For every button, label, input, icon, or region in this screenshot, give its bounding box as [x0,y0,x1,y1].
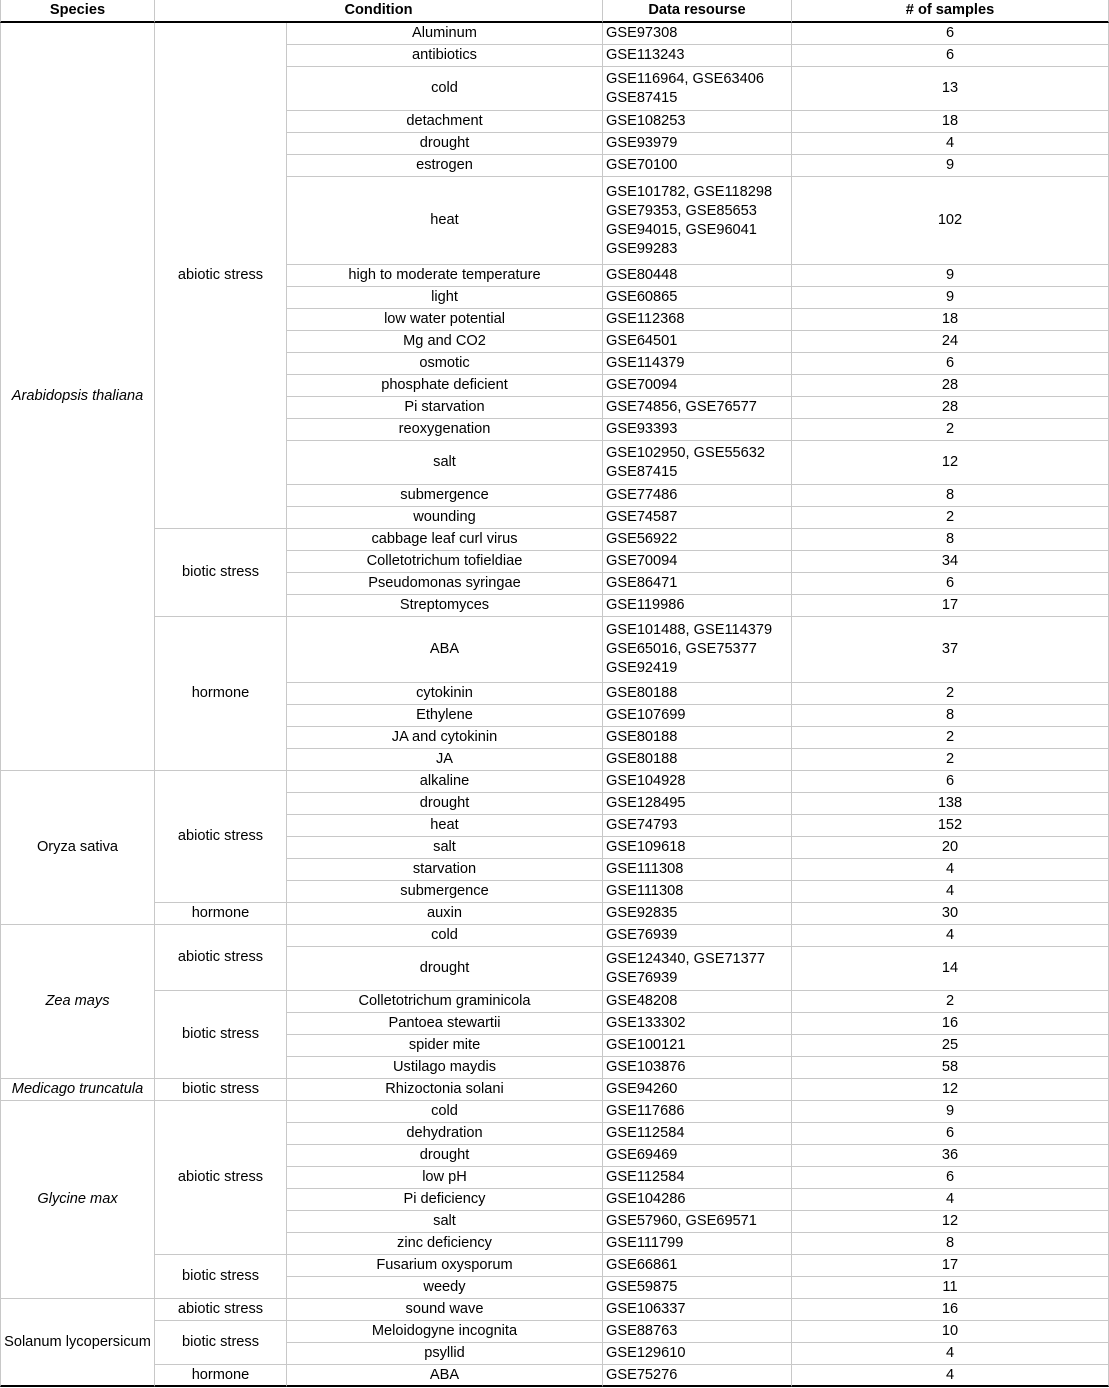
condition-cell: low pH [287,1167,603,1189]
condition-cell: detachment [287,111,603,133]
sample-count-cell: 6 [792,771,1109,793]
accession-line: GSE113243 [606,47,685,63]
accession-line: GSE103876 [606,1059,686,1075]
accession-line: GSE94015, GSE96041 [606,221,757,238]
sample-count-cell: 30 [792,903,1109,925]
sample-count-cell: 18 [792,309,1109,331]
condition-cell: Colletotrichum tofieldiae [287,551,603,573]
accession-line: GSE65016, GSE75377 [606,641,757,657]
sample-count-cell: 2 [792,991,1109,1013]
condition-cell: salt [287,441,603,485]
sample-count-cell: 12 [792,1211,1109,1233]
accession-line: GSE106337 [606,1301,686,1317]
condition-cell: light [287,287,603,309]
condition-cell: heat [287,177,603,265]
condition-cell: osmotic [287,353,603,375]
condition-cell: antibiotics [287,45,603,67]
sample-count-cell: 6 [792,23,1109,45]
accession-line: GSE112584 [606,1125,685,1141]
condition-cell: Fusarium oxysporum [287,1255,603,1277]
data-resource-cell [603,133,792,155]
category-cell: hormone [155,617,287,771]
species-cell: Oryza sativa [0,771,155,925]
data-resource-cell [603,111,792,133]
sample-count-cell: 24 [792,331,1109,353]
condition-cell: cabbage leaf curl virus [287,529,603,551]
accession-line: GSE69469 [606,1147,678,1163]
sample-count-cell: 37 [792,617,1109,683]
condition-cell: Ethylene [287,705,603,727]
accession-line: GSE101782, GSE118298 [606,183,773,200]
sample-count-cell: 2 [792,749,1109,771]
header-condition: Condition [155,0,603,23]
accession-line: GSE92419 [606,660,678,676]
accession-line: GSE92835 [606,905,678,921]
data-resource-cell [603,529,792,551]
data-resource-cell [603,23,792,45]
sample-count-cell: 152 [792,815,1109,837]
accession-line: GSE76939 [606,927,678,943]
sample-count-cell: 6 [792,1123,1109,1145]
condition-cell: ABA [287,617,603,683]
condition-cell: starvation [287,859,603,881]
data-resource-cell [603,749,792,771]
condition-cell: Colletotrichum graminicola [287,991,603,1013]
accession-line: GSE70100 [606,157,678,173]
data-resource-cell [603,617,792,683]
condition-cell: heat [287,815,603,837]
condition-cell: spider mite [287,1035,603,1057]
accession-line: GSE80188 [606,685,678,701]
data-resource-cell [603,397,792,419]
data-resource-cell [603,1101,792,1123]
condition-cell: high to moderate temperature [287,265,603,287]
category-cell: abiotic stress [155,1101,287,1255]
data-resource-cell [603,1167,792,1189]
sample-count-cell: 8 [792,485,1109,507]
condition-cell: JA and cytokinin [287,727,603,749]
sample-count-cell: 138 [792,793,1109,815]
accession-line: GSE128495 [606,795,686,811]
accession-line: GSE74856, GSE76577 [606,399,757,415]
accession-line: GSE74793 [606,817,678,833]
data-resource-cell [603,507,792,529]
accession-line: GSE111308 [606,861,684,877]
accession-line: GSE59875 [606,1279,678,1295]
sample-count-cell: 16 [792,1299,1109,1321]
sample-count-cell: 25 [792,1035,1109,1057]
data-resource-cell [603,1299,792,1321]
accession-line: GSE97308 [606,25,678,41]
species-cell: Solanum lycopersicum [0,1299,155,1387]
sample-count-cell: 28 [792,375,1109,397]
accession-line: GSE99283 [606,240,678,257]
condition-cell: cold [287,925,603,947]
data-resource-cell [603,1255,792,1277]
accession-line: GSE101488, GSE114379 [606,622,773,638]
sample-count-cell: 14 [792,947,1109,991]
category-cell: abiotic stress [155,1299,287,1321]
accession-line: GSE88763 [606,1323,678,1339]
accession-line: GSE70094 [606,553,678,569]
accession-line: GSE56922 [606,531,678,547]
category-cell: hormone [155,1365,287,1387]
condition-cell: sound wave [287,1299,603,1321]
condition-cell: ABA [287,1365,603,1387]
data-resource-cell [603,881,792,903]
condition-cell: cold [287,67,603,111]
sample-count-cell: 34 [792,551,1109,573]
sample-count-cell: 17 [792,1255,1109,1277]
condition-cell: Streptomyces [287,595,603,617]
condition-cell: submergence [287,485,603,507]
sample-count-cell: 8 [792,529,1109,551]
data-resource-cell [603,1189,792,1211]
data-resource-cell [603,331,792,353]
condition-cell: drought [287,793,603,815]
sample-count-cell: 18 [792,111,1109,133]
accession-line: GSE80448 [606,267,678,283]
accession-line: GSE87415 [606,463,678,480]
sample-count-cell: 12 [792,1079,1109,1101]
data-resource-cell [603,947,792,991]
sample-count-cell: 58 [792,1057,1109,1079]
sample-count-cell: 102 [792,177,1109,265]
category-cell: abiotic stress [155,925,287,991]
data-resource-cell [603,375,792,397]
condition-cell: salt [287,1211,603,1233]
sample-count-cell: 2 [792,419,1109,441]
accession-line: GSE112584 [606,1169,685,1185]
data-resource-cell [603,287,792,309]
condition-cell: Pi deficiency [287,1189,603,1211]
sample-count-cell: 4 [792,1189,1109,1211]
condition-cell: low water potential [287,309,603,331]
condition-cell: Aluminum [287,23,603,45]
condition-cell: JA [287,749,603,771]
data-resource-cell [603,265,792,287]
condition-cell: dehydration [287,1123,603,1145]
sample-count-cell: 2 [792,727,1109,749]
accession-line: GSE60865 [606,289,678,305]
data-resource-cell [603,1233,792,1255]
data-resource-cell [603,1057,792,1079]
sample-count-cell: 6 [792,353,1109,375]
condition-cell: alkaline [287,771,603,793]
header-data-resource: Data resourse [603,0,792,23]
data-resource-cell [603,1211,792,1233]
sample-count-cell: 28 [792,397,1109,419]
condition-cell: Rhizoctonia solani [287,1079,603,1101]
condition-cell: Pseudomonas syringae [287,573,603,595]
data-resource-cell [603,793,792,815]
data-resource-cell [603,1365,792,1387]
condition-cell: Pantoea stewartii [287,1013,603,1035]
accession-line: GSE77486 [606,487,678,503]
sample-count-cell: 12 [792,441,1109,485]
sample-count-cell: 9 [792,287,1109,309]
accession-line: GSE74587 [606,509,678,525]
sample-count-cell: 9 [792,155,1109,177]
data-resource-cell [603,45,792,67]
accession-line: GSE124340, GSE71377 [606,950,766,967]
sample-count-cell: 4 [792,1365,1109,1387]
sample-count-cell: 4 [792,1343,1109,1365]
accession-line: GSE111308 [606,883,684,899]
sample-count-cell: 6 [792,45,1109,67]
category-cell: biotic stress [155,1079,287,1101]
condition-cell: phosphate deficient [287,375,603,397]
condition-cell: drought [287,947,603,991]
condition-cell: Mg and CO2 [287,331,603,353]
accession-line: GSE109618 [606,839,686,855]
accession-line: GSE79353, GSE85653 [606,202,757,219]
condition-cell: Pi starvation [287,397,603,419]
data-resource-cell [603,67,792,111]
species-cell: Medicago truncatula [0,1079,155,1101]
sample-count-cell: 11 [792,1277,1109,1299]
sample-count-cell: 20 [792,837,1109,859]
sample-count-cell: 10 [792,1321,1109,1343]
category-cell: biotic stress [155,1255,287,1299]
condition-cell: salt [287,837,603,859]
data-resource-cell [603,485,792,507]
data-resource-cell [603,309,792,331]
data-resource-cell [603,353,792,375]
category-cell: abiotic stress [155,771,287,903]
condition-cell: drought [287,1145,603,1167]
accession-line: GSE108253 [606,113,686,129]
data-resource-cell [603,595,792,617]
species-cell: Arabidopsis thaliana [0,23,155,771]
accession-line: GSE104286 [606,1191,686,1207]
category-cell: biotic stress [155,991,287,1079]
accession-line: GSE119986 [606,597,685,613]
sample-count-cell: 4 [792,881,1109,903]
accession-line: GSE116964, GSE63406 [606,70,764,87]
data-resource-cell [603,1343,792,1365]
condition-cell: drought [287,133,603,155]
data-resource-cell [603,859,792,881]
data-resource-cell [603,925,792,947]
data-resource-cell [603,1123,792,1145]
accession-line: GSE87415 [606,89,678,106]
accession-line: GSE111799 [606,1235,684,1251]
sample-count-cell: 9 [792,265,1109,287]
sample-count-cell: 16 [792,1013,1109,1035]
sample-count-cell: 13 [792,67,1109,111]
data-resource-cell [603,419,792,441]
accession-line: GSE129610 [606,1345,686,1361]
sample-count-cell: 17 [792,595,1109,617]
condition-cell: cold [287,1101,603,1123]
data-resource-cell [603,1321,792,1343]
condition-cell: wounding [287,507,603,529]
data-resource-cell [603,1079,792,1101]
accession-line: GSE80188 [606,751,678,767]
accession-line: GSE133302 [606,1015,686,1031]
accession-line: GSE107699 [606,707,686,723]
condition-cell: cytokinin [287,683,603,705]
data-resource-cell [603,177,792,265]
condition-cell: zinc deficiency [287,1233,603,1255]
category-cell: biotic stress [155,1321,287,1365]
category-cell: abiotic stress [155,23,287,529]
condition-cell: weedy [287,1277,603,1299]
condition-cell: Meloidogyne incognita [287,1321,603,1343]
accession-line: GSE66861 [606,1257,678,1273]
sample-count-cell: 4 [792,859,1109,881]
header-species: Species [0,0,155,23]
accession-line: GSE112368 [606,311,685,327]
accession-line: GSE100121 [606,1037,686,1053]
data-resource-cell [603,705,792,727]
accession-line: GSE86471 [606,575,678,591]
accession-line: GSE48208 [606,993,678,1009]
data-resource-cell [603,155,792,177]
accession-line: GSE104928 [606,773,686,789]
sample-count-cell: 8 [792,1233,1109,1255]
category-cell: hormone [155,903,287,925]
category-cell: biotic stress [155,529,287,617]
condition-cell: psyllid [287,1343,603,1365]
accession-line: GSE70094 [606,377,678,393]
data-resource-cell [603,573,792,595]
data-resource-cell [603,991,792,1013]
condition-cell: reoxygenation [287,419,603,441]
data-resource-cell [603,837,792,859]
sample-count-cell: 4 [792,133,1109,155]
sample-count-cell: 2 [792,507,1109,529]
sample-count-cell: 8 [792,705,1109,727]
data-resource-cell [603,815,792,837]
sample-count-cell: 36 [792,1145,1109,1167]
data-resource-cell [603,1013,792,1035]
accession-line: GSE93979 [606,135,678,151]
accession-line: GSE80188 [606,729,678,745]
accession-line: GSE94260 [606,1081,678,1097]
sample-count-cell: 6 [792,1167,1109,1189]
sample-count-cell: 9 [792,1101,1109,1123]
header-samples: # of samples [792,0,1109,23]
condition-cell: submergence [287,881,603,903]
species-cell: Zea mays [0,925,155,1079]
data-resource-cell [603,903,792,925]
accession-line: GSE57960, GSE69571 [606,1213,757,1229]
accession-line: GSE64501 [606,333,678,349]
condition-cell: Ustilago maydis [287,1057,603,1079]
condition-cell: estrogen [287,155,603,177]
data-resource-cell [603,1277,792,1299]
accession-line: GSE93393 [606,421,678,437]
condition-cell: auxin [287,903,603,925]
species-cell: Glycine max [0,1101,155,1299]
accession-line: GSE102950, GSE55632 [606,444,766,461]
accession-line: GSE75276 [606,1366,678,1383]
sample-count-cell: 6 [792,573,1109,595]
data-resource-cell [603,727,792,749]
data-resource-cell [603,683,792,705]
data-resource-cell [603,1145,792,1167]
accession-line: GSE114379 [606,355,685,371]
data-resource-cell [603,771,792,793]
data-resource-cell [603,1035,792,1057]
accession-line: GSE76939 [606,969,678,986]
data-resource-cell [603,551,792,573]
sample-count-cell: 2 [792,683,1109,705]
accession-line: GSE117686 [606,1103,685,1119]
sample-count-cell: 4 [792,925,1109,947]
data-resource-cell [603,441,792,485]
